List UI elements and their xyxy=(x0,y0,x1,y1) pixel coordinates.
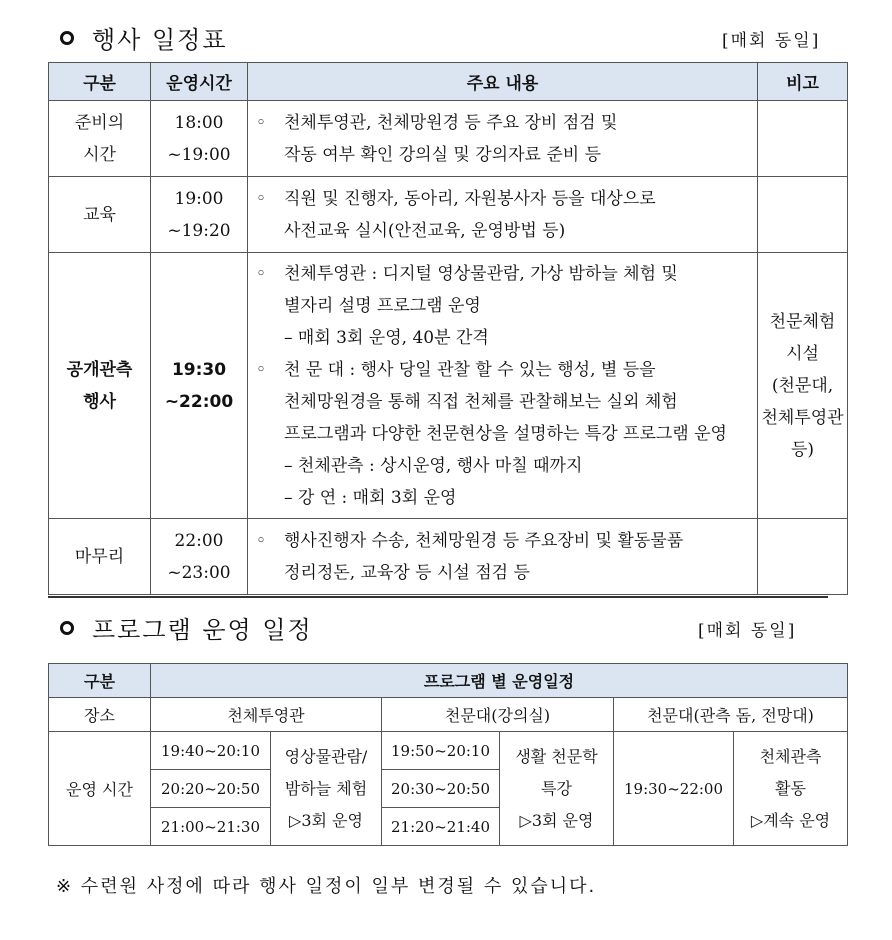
lecture-time: 21:20~21:40 xyxy=(382,808,500,846)
header-remark: 비고 xyxy=(758,63,848,101)
table-row xyxy=(49,101,848,177)
remark-line: 천체투영관 xyxy=(761,407,844,428)
observatory-desc xyxy=(734,732,848,846)
row-content xyxy=(248,101,758,177)
header-content: 주요 내용 xyxy=(248,63,758,101)
time-row xyxy=(49,732,848,770)
place-lecture-room: 천문대(강의실) xyxy=(382,698,614,732)
desc-line: ▷계속 운영 xyxy=(750,810,831,830)
table-row xyxy=(49,253,848,519)
row-category xyxy=(49,253,151,519)
header-category: 구분 xyxy=(49,664,151,698)
desc-line: 밤하늘 체험 xyxy=(284,778,368,798)
table-row xyxy=(49,177,848,253)
table-row xyxy=(49,519,848,595)
time-line: 19:30 xyxy=(171,359,227,380)
content-line: 천체투영관, 천체망원경 등 주요 장비 점검 및 xyxy=(284,112,618,133)
desc-line: 천체관측 xyxy=(759,746,822,766)
content-line: 별자리 설명 프로그램 운영 xyxy=(284,295,481,316)
section-divider xyxy=(48,596,828,598)
lecture-desc xyxy=(500,732,614,846)
bullet-mark: ◦ xyxy=(256,263,267,284)
content-line: 프로그램과 다양한 천문현상을 설명하는 특강 프로그램 운영 xyxy=(284,423,727,444)
content-line: 천체투영관 : 디지털 영상물관람, 가상 밤하늘 체험 및 xyxy=(284,263,678,284)
place-label: 장소 xyxy=(49,698,151,732)
header-time: 운영시간 xyxy=(151,63,248,101)
row-remark xyxy=(758,177,848,253)
header-program: 프로그램 별 운영일정 xyxy=(151,664,848,698)
desc-line: ▷3회 운영 xyxy=(289,810,363,830)
desc-line: 생활 천문학 xyxy=(515,746,598,766)
category-line: 공개관측 xyxy=(66,359,133,380)
content-line: 작동 여부 확인 강의실 및 강의자료 준비 등 xyxy=(284,144,602,165)
remark-line: 시설 xyxy=(786,343,819,364)
table-header-row xyxy=(49,63,848,101)
content-line: 정리정돈, 교육장 등 시설 점검 등 xyxy=(284,562,530,583)
row-content xyxy=(248,177,758,253)
row-time xyxy=(151,101,248,177)
circle-bullet-icon xyxy=(60,31,74,45)
time-line: ~22:00 xyxy=(164,391,234,412)
content-line: 천체망원경을 통해 직접 천체를 관찰해보는 실외 체험 xyxy=(284,391,678,412)
time-line: ~19:20 xyxy=(167,220,231,241)
planetarium-desc xyxy=(271,732,382,846)
category-line: 행사 xyxy=(83,391,116,412)
time-line: 19:00 xyxy=(174,188,224,209)
bullet-mark: ◦ xyxy=(256,112,267,133)
program-schedule-table xyxy=(48,663,848,846)
category-line: 마무리 xyxy=(74,546,125,567)
row-time xyxy=(151,519,248,595)
category-line: 교육 xyxy=(83,204,116,225)
time-line: 22:00 xyxy=(174,530,224,551)
remark-line: (천문대, xyxy=(771,375,834,396)
planetarium-time: 20:20~20:50 xyxy=(151,770,271,808)
section2-heading xyxy=(60,610,313,645)
content-line: 사전교육 실시(안전교육, 운영방법 등) xyxy=(284,220,566,241)
time-line: 18:00 xyxy=(174,112,224,133)
row-time xyxy=(151,253,248,519)
section1-note: [매회 동일] xyxy=(722,31,821,51)
bullet-mark: ◦ xyxy=(256,359,267,380)
bullet-mark: ◦ xyxy=(256,530,267,551)
bullet-mark: ◦ xyxy=(256,188,267,209)
remark-line: 천문체험 xyxy=(769,311,836,332)
row-content xyxy=(248,519,758,595)
row-content xyxy=(248,253,758,519)
section2-note: [매회 동일] xyxy=(698,621,797,641)
content-line: 천 문 대 : 행사 당일 관찰 할 수 있는 행성, 별 등을 xyxy=(284,359,656,380)
content-line: – 천체관측 : 상시운영, 행사 마칠 때까지 xyxy=(284,455,583,476)
remark-line: 등) xyxy=(790,439,815,460)
content-line: 행사진행자 수송, 천체망원경 등 주요장비 및 활동물품 xyxy=(284,530,684,551)
content-line: – 매회 3회 운영, 40분 간격 xyxy=(284,327,489,348)
row-category xyxy=(49,519,151,595)
section1-title: 행사 일정표 xyxy=(92,26,228,54)
table-header-row xyxy=(49,664,848,698)
time-line: ~19:00 xyxy=(167,144,231,165)
desc-line: 영상물관람/ xyxy=(284,746,368,766)
place-planetarium: 천체투영관 xyxy=(151,698,382,732)
desc-line: 활동 xyxy=(775,778,806,798)
place-observatory: 천문대(관측 돔, 전망대) xyxy=(614,698,848,732)
header-category: 구분 xyxy=(49,63,151,101)
section2-title: 프로그램 운영 일정 xyxy=(92,616,313,644)
lecture-time: 20:30~20:50 xyxy=(382,770,500,808)
desc-line: 특강 xyxy=(541,778,572,798)
row-category xyxy=(49,101,151,177)
content-line: 직원 및 진행자, 동아리, 자원봉사자 등을 대상으로 xyxy=(284,188,656,209)
category-line: 시간 xyxy=(83,144,116,165)
place-row xyxy=(49,698,848,732)
row-remark xyxy=(758,101,848,177)
observatory-time: 19:30~22:00 xyxy=(614,732,734,846)
category-line: 준비의 xyxy=(74,112,125,133)
row-category xyxy=(49,177,151,253)
section1-heading xyxy=(60,20,228,55)
content-line: – 강 연 : 매회 3회 운영 xyxy=(284,487,457,508)
time-label: 운영 시간 xyxy=(49,732,151,846)
row-remark xyxy=(758,253,848,519)
planetarium-time: 21:00~21:30 xyxy=(151,808,271,846)
planetarium-time: 19:40~20:10 xyxy=(151,732,271,770)
event-schedule-table xyxy=(48,62,848,595)
desc-line: ▷3회 운영 xyxy=(519,810,594,830)
row-remark xyxy=(758,519,848,595)
footer-notice: ※ 수련원 사정에 따라 행사 일정이 일부 변경될 수 있습니다. xyxy=(56,876,597,897)
time-line: ~23:00 xyxy=(167,562,231,583)
lecture-time: 19:50~20:10 xyxy=(382,732,500,770)
circle-bullet-icon xyxy=(60,621,74,635)
row-time xyxy=(151,177,248,253)
